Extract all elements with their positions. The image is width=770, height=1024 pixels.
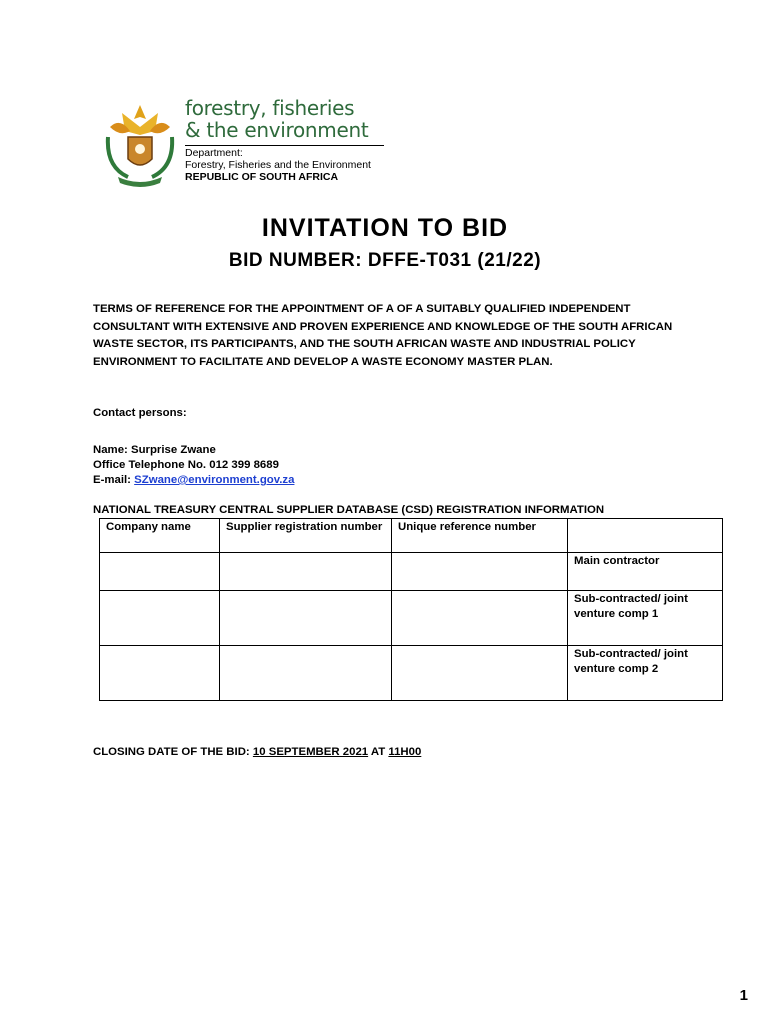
department-logo: [100, 97, 390, 187]
column-header-role: [568, 519, 723, 553]
email-link[interactable]: SZwane@environment.gov.za: [134, 474, 295, 486]
column-header-unique-reference: Unique reference number: [392, 519, 568, 553]
table-row: [100, 553, 723, 591]
supplier-registration-cell[interactable]: [220, 553, 392, 591]
department-subtitle: [185, 147, 371, 183]
document-title: INVITATION TO BID: [261, 214, 509, 242]
closing-time-value: 11H00: [388, 746, 422, 758]
table-row: [100, 646, 723, 701]
contact-phone: Office Telephone No. 012 399 8689: [93, 459, 279, 471]
supplier-registration-cell[interactable]: [220, 591, 392, 646]
column-header-company-name: Company name: [100, 519, 220, 553]
department-name-line2: & the environment: [185, 118, 369, 142]
department-name-line1: forestry, fisheries: [185, 96, 355, 120]
department-sub-line1: Department:: [185, 147, 243, 159]
closing-at: AT: [368, 746, 389, 758]
closing-prefix: CLOSING DATE OF THE BID:: [93, 746, 253, 758]
role-cell: Main contractor: [568, 553, 723, 591]
department-sub-line2: Forestry, Fisheries and the Environment: [185, 159, 371, 171]
unique-reference-cell[interactable]: [392, 591, 568, 646]
contact-name: Name: Surprise Zwane: [93, 444, 216, 456]
bid-number: BID NUMBER: DFFE-T031 (21/22): [228, 250, 542, 271]
table-row: [100, 591, 723, 646]
csd-registration-table: [99, 518, 723, 701]
role-cell: Sub-contracted/ joint venture comp 1: [568, 591, 723, 646]
unique-reference-cell[interactable]: [392, 646, 568, 701]
coat-of-arms-icon: [100, 97, 180, 187]
csd-heading: NATIONAL TREASURY CENTRAL SUPPLIER DATABASE (CSD) REGISTRATION INFORMATION: [93, 504, 605, 516]
country-name: REPUBLIC OF SOUTH AFRICA: [185, 171, 339, 183]
contact-details: [93, 443, 294, 488]
role-cell: Sub-contracted/ joint venture comp 2: [568, 646, 723, 701]
terms-of-reference: TERMS OF REFERENCE FOR THE APPOINTMENT OF A OF A SUITABLY QUALIFIED INDEPENDENT CONSULTANT WITH EXTENSIVE AND PROVEN EXPERIENCE AND KNOWLEDGE OF THE SOUTH AFRICAN WASTE SECTOR, ITS PARTICIPANTS, AND THE SOUTH AFRICAN WASTE AND INDUSTRIAL POLICY ENVIRONMENT TO FACILITATE AND DEVELOP A WASTE ECONOMY MASTER PLAN.: [93, 303, 673, 368]
contact-heading: Contact persons:: [93, 407, 187, 419]
closing-date: [93, 746, 421, 758]
company-name-cell[interactable]: [100, 646, 220, 701]
column-header-supplier-registration: Supplier registration number: [220, 519, 392, 553]
email-label: E-mail:: [93, 474, 135, 486]
page-number: 1: [739, 987, 748, 1004]
contact-email-line: [93, 473, 294, 488]
divider: [185, 145, 384, 146]
unique-reference-cell[interactable]: [392, 553, 568, 591]
department-name: [185, 97, 368, 141]
closing-date-value: 10 SEPTEMBER 2021: [252, 746, 369, 758]
company-name-cell[interactable]: [100, 591, 220, 646]
supplier-registration-cell[interactable]: [220, 646, 392, 701]
table-header-row: [100, 519, 723, 553]
company-name-cell[interactable]: [100, 553, 220, 591]
